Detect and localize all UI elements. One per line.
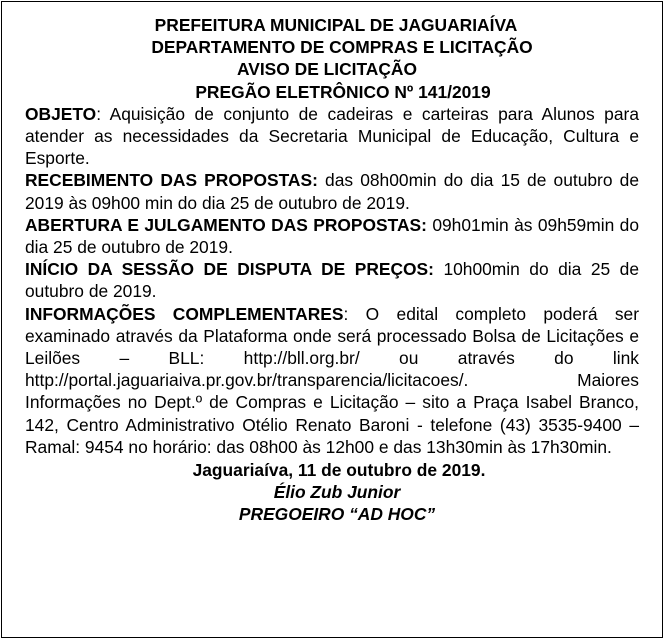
municipality-title: PREFEITURA MUNICIPAL DE JAGUARIAÍVA	[154, 15, 518, 35]
notice-box	[1, 1, 663, 638]
abertura-paragraph	[25, 214, 639, 258]
abertura-text: 09h01min às 09h59min do dia 25 de outubro de 2019.	[25, 214, 639, 258]
objeto-paragraph	[25, 103, 639, 170]
inicio-label: INÍCIO DA SESSÃO DE DISPUTA DE PREÇOS:	[25, 259, 434, 280]
recebimento-text: das 08h00min do dia 15 de outubro de 2019 às 09h00 min do dia 25 de outubro de 2019.	[25, 170, 640, 213]
signatory-name: Élio Zub Junior	[273, 482, 401, 503]
abertura-label: ABERTURA E JULGAMENTO DAS PROPOSTAS:	[25, 214, 427, 235]
notice-header	[25, 14, 639, 103]
auction-number: PREGÃO ELETRÔNICO Nº 141/2019	[195, 81, 491, 102]
recebimento-paragraph	[25, 169, 639, 213]
informacoes-label: INFORMAÇÕES COMPLEMENTARES	[25, 303, 344, 324]
objeto-text: : Aquisição de conjunto de cadeiras e carteiras para Alunos para atender as necessidades da Secretaria Municipal de Educação, Cultura e Esporte.	[25, 103, 639, 169]
informacoes-paragraph	[25, 303, 644, 458]
recebimento-label: RECEBIMENTO DAS PROPOSTAS:	[25, 170, 318, 191]
informacoes-text: : O edital completo poderá ser examinado através da Plataforma onde será processado Bolsa de Licitações e Leilões – BLL: http://bll.org.br/ ou através do link http://portal.jaguariaiva.pr.gov.br/transparencia/licitacoes/. Maiores Informações no Dept.º de Compras e Licitação – sito a Praça Isabel Branco, 142, Centro Administrativo Otélio Renato Baroni - telefone (43) 3535-9400 – Ramal: 9454 no horário: das 08h00 às 12h00 e das 13h30min às 17h30min.	[25, 303, 644, 457]
inicio-text: 10h00min do dia 25 de outubro de 2019.	[25, 259, 639, 302]
notice-title: AVISO DE LICITAÇÃO	[236, 59, 418, 80]
signature-date: Jaguariaíva, 11 de outubro de 2019.	[192, 460, 486, 481]
department-title: DEPARTAMENTO DE COMPRAS E LICITAÇÃO	[151, 37, 533, 58]
signatory-role: PREGOEIRO “AD HOC”	[238, 504, 436, 525]
inicio-paragraph	[25, 258, 639, 302]
notice-footer	[25, 459, 639, 526]
objeto-label: OBJETO	[25, 103, 97, 124]
